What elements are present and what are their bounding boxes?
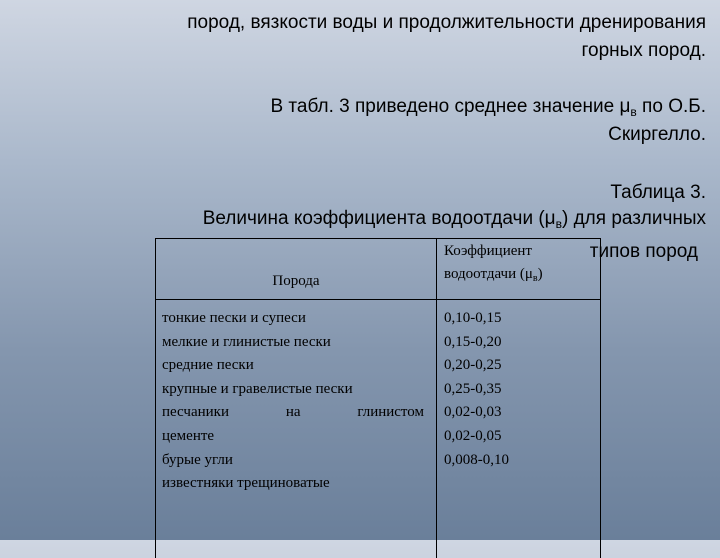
rock-row [162, 401, 424, 425]
table-caption: Таблица 3. [610, 182, 706, 203]
table-title [203, 208, 706, 230]
table-column-divider [436, 239, 437, 558]
rock-row: средние пески [162, 357, 254, 374]
table-header-divider [156, 299, 600, 300]
rock-row: цементе [162, 427, 215, 444]
table-title-subscript: в [555, 217, 562, 231]
rock-row: крупные и гравелистые пески [162, 380, 353, 397]
value-list [444, 307, 509, 472]
rock-word: глинистом [357, 404, 424, 421]
header-coef-line1: Коэффициент [444, 243, 532, 259]
paragraph-line-2: Скиргелло. [608, 124, 706, 145]
header-coef-end: ) [537, 266, 543, 282]
rock-row: тонкие пески и супеси [162, 310, 306, 326]
header-coef-line2 [444, 266, 543, 283]
rock-list [162, 307, 424, 496]
paragraph-subscript: в [630, 105, 637, 119]
header-coef-text: водоотдачи (μ [444, 266, 533, 282]
value-row: 0,008-0,10 [444, 451, 509, 468]
header-rock: Порода [272, 273, 320, 289]
paragraph-line [270, 96, 706, 118]
paragraph-text-a: В табл. 3 приведено среднее значение μ [270, 96, 631, 117]
table-title-b: ) для различных [561, 208, 706, 229]
rock-row: бурые угли [162, 451, 233, 468]
data-table [155, 238, 601, 558]
table-title-a: Величина коэффициента водоотдачи (μ [202, 208, 556, 229]
value-row: 0,02-0,05 [444, 427, 502, 444]
rock-row: известняки трещиноватые [162, 475, 330, 492]
table-title-continuation: типов пород [589, 241, 698, 262]
value-row: 0,15-0,20 [444, 333, 502, 350]
paragraph-text-b: по О.Б. [636, 96, 706, 117]
header-coef-subscript: в [532, 273, 538, 284]
text-line-1: пород, вязкости воды и продолжительности дренирования [187, 12, 706, 33]
value-row: 0,25-0,35 [444, 380, 502, 397]
rock-word: песчаники [162, 404, 229, 421]
rock-row: мелкие и глинистые пески [162, 333, 331, 350]
value-row: 0,20-0,25 [444, 357, 502, 374]
rock-word: на [285, 404, 301, 421]
text-line-2: горных пород. [581, 40, 706, 61]
value-row: 0,10-0,15 [444, 310, 502, 326]
value-row: 0,02-0,03 [444, 404, 502, 421]
